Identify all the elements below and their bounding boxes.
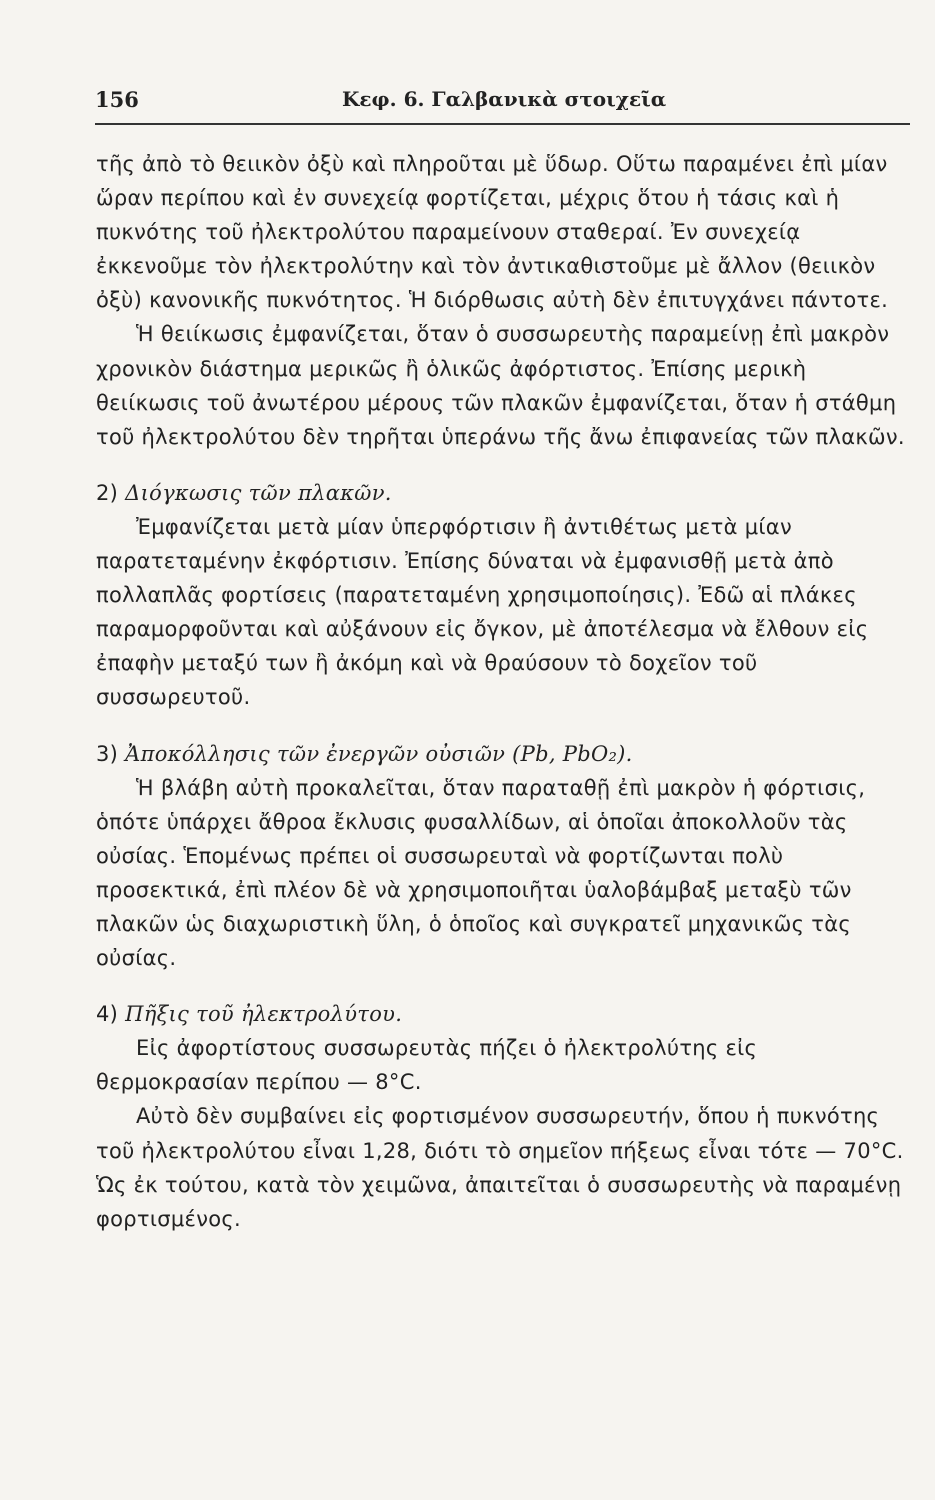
section-heading-4 bbox=[96, 997, 911, 1031]
page-number: 156 bbox=[95, 87, 139, 112]
paragraph-2: Ἡ θειίκωσις ἐμφανίζεται, ὅταν ὁ συσσωρευτὴς παραμείνῃ ἐπὶ μακρὸν χρονικὸν διάστημα μερικῶς ἢ ὁλικῶς ἀφόρτιστος. Ἐπίσης μερικὴ θειίκωσις τοῦ ἀνωτέρου μέρους τῶν πλακῶν ἐμφανίζεται, ὅταν ἡ στάθμη τοῦ ἠλεκτρολύτου δὲν τηρῆται ὑπεράνω τῆς ἄνω ἐπιφανείας τῶν πλακῶν. bbox=[96, 322, 905, 449]
page-header bbox=[95, 82, 910, 122]
section-title: Διόγκωσις τῶν πλακῶν. bbox=[125, 480, 392, 505]
section-title: Πῆξις τοῦ ἠλεκτρολύτου. bbox=[125, 1002, 403, 1027]
paragraph-3: Ἐμφανίζεται μετὰ μίαν ὑπερφόρτισιν ἢ ἀντιθέτως μετὰ μίαν παρατεταμένην ἐκφόρτισιν. Ἐπίσης δύναται νὰ ἐμφανισθῇ μετὰ ἀπὸ πολλαπλᾶς φορτίσεις (παρατεταμένη χρησιμοποίησις). Ἐδῶ αἱ πλάκες παραμορφοῦνται καὶ αὐξάνουν εἰς ὄγκον, μὲ ἀποτέλεσμα νὰ ἔλθουν εἰς ἐπαφὴν μεταξύ των ἢ ἀκόμη καὶ νὰ θραύσουν τὸ δοχεῖον τοῦ συσσωρευτοῦ. bbox=[96, 514, 869, 710]
section-heading-3 bbox=[96, 737, 911, 771]
section-number: 2) bbox=[96, 480, 119, 505]
header-rule bbox=[95, 123, 910, 125]
paragraph-1: τῆς ἀπὸ τὸ θειικὸν ὀξὺ καὶ πληροῦται μὲ ὕδωρ. Οὕτω παραμένει ἐπὶ μίαν ὥραν περίπου καὶ ἐν συνεχείᾳ φορτίζεται, μέχρις ὅτου ἡ τάσις καὶ ἡ πυκνότης τοῦ ἠλεκτρολύτου παραμείνουν σταθεραί. Ἐν συνεχείᾳ ἐκκενοῦμε τὸν ἠλεκτρολύτην καὶ τὸν ἀντικαθιστοῦμε μὲ ἄλλον (θειικὸν ὀξὺ) κανονικῆς πυκνότητος. Ἡ διόρθωσις αὐτὴ δὲν ἐπιτυγχάνει πάντοτε. bbox=[96, 152, 889, 313]
section-number: 3) bbox=[96, 741, 119, 766]
section-number: 4) bbox=[96, 1002, 119, 1027]
paragraph-6: Αὐτὸ δὲν συμβαίνει εἰς φορτισμένον συσσωρευτήν, ὅπου ἡ πυκνότης τοῦ ἠλεκτρολύτου εἶναι 1,28, διότι τὸ σημεῖον πήξεως εἶναι τότε — 70°C. Ὡς ἐκ τούτου, κατὰ τὸν χειμῶνα, ἀπαιτεῖται ὁ συσσωρευτὴς νὰ παραμένῃ φορτισμένος. bbox=[96, 1104, 904, 1231]
section-heading-2 bbox=[96, 476, 911, 510]
section-title: Ἀποκόλλησις τῶν ἐνεργῶν οὐσιῶν (Pb, PbO₂). bbox=[125, 741, 633, 766]
body-text bbox=[96, 147, 911, 1236]
paragraph-5: Εἰς ἀφορτίστους συσσωρευτὰς πήζει ὁ ἠλεκτρολύτης εἰς θερμοκρασίαν περίπου — 8°C. bbox=[96, 1036, 758, 1095]
running-title: Κεφ. 6. Γαλβανικὰ στοιχεῖα bbox=[342, 87, 667, 111]
paragraph-4: Ἡ βλάβη αὐτὴ προκαλεῖται, ὅταν παραταθῇ ἐπὶ μακρὸν ἡ φόρτισις, ὁπότε ὑπάρχει ἄθροα ἔκλυσις φυσαλλίδων, αἱ ὁποῖαι ἀποκολλοῦν τὰς οὐσίας. Ἑπομένως πρέπει οἱ συσσωρευταὶ νὰ φορτίζωνται πολὺ προσεκτικά, ἐπὶ πλέον δὲ νὰ χρησιμοποιῆται ὑαλοβάμβαξ μεταξὺ τῶν πλακῶν ὡς διαχωριστικὴ ὕλη, ὁ ὁποῖος καὶ συγκρατεῖ μηχανικῶς τὰς οὐσίας. bbox=[96, 775, 866, 971]
